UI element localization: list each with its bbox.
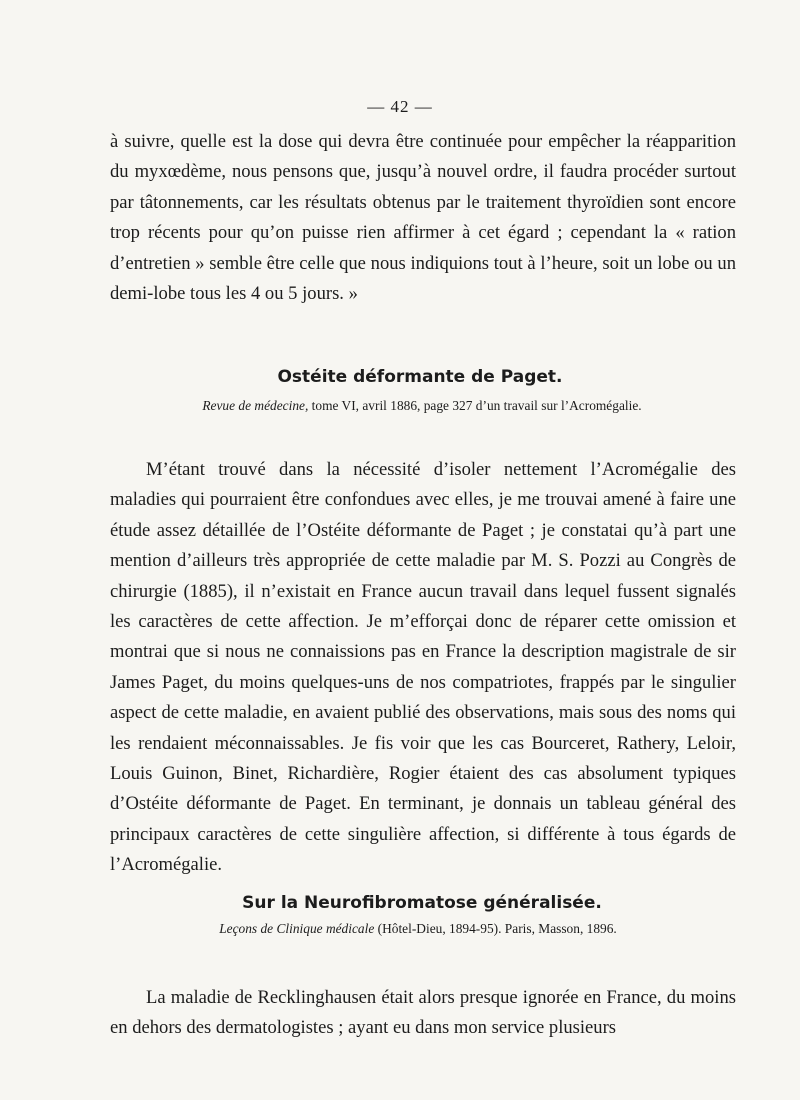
section-title-neurofibromatose: Sur la Neurofibromatose généralisée. xyxy=(242,893,602,913)
section-body-neurofibromatose: La maladie de Recklinghausen était alors presque ignorée en France, du moins en dehors des dermatologistes ; ayant eu dans mon service plusieurs xyxy=(110,987,736,1039)
reference-details: tome VI, avril 1886, page 327 d’un travail sur l’Acromégalie. xyxy=(308,398,642,413)
section-body-paget: M’étant trouvé dans la nécessité d’isoler nettement l’Acromégalie des maladies qui pourraient être confondues avec elles, je me trouvai amené à faire une étude assez détaillée de l’Ostéite déformante de Paget ; je constatai qu’à part une mention d’ailleurs très appropriée de cette maladie par M. S. Pozzi au Congrès de chirurgie (1885), il n’existait en France aucun travail dans lequel fussent signalés les caractères de cette affection. Je m’efforçai donc de réparer cette omission et montrai que si nous ne connaissions pas en France la description magistrale de sir James Paget, du moins quelques-uns de nos compatriotes, frappés par le singulier aspect de cette maladie, en avaient publié des observations, mais sous des noms qui les rendaient méconnaissables. Je fis voir que les cas Bourceret, Rathery, Leloir, Louis Guinon, Binet, Richardière, Rogier étaient des cas absolument typiques d’Ostéite déformante de Paget. En terminant, je donnais un tableau général des principaux caractères de cette singulière affection, si différente à tous égards de l’Acromégalie. xyxy=(110,459,736,876)
section-reference-paget xyxy=(22,398,800,414)
section-reference-neurofibromatose xyxy=(18,921,800,937)
reference-journal: Revue de médecine, xyxy=(202,398,309,413)
paragraph-continuation: à suivre, quelle est la dose qui devra être continuée pour empêcher la réapparition du myxœdème, nous pensons que, jusqu’à nouvel ordre, il faudra procéder surtout par tâtonnements, car les résultats obtenus par le traitement thyroïdien sont encore trop récents pour qu’on puisse rien affirmer à cet égard ; cependant la « ration d’entretien » semble être celle que nous indiquions tout à l’heure, soit un lobe ou un demi-lobe tous les 4 ou 5 jours. » xyxy=(110,131,736,305)
reference-details: (Hôtel-Dieu, 1894-95). Paris, Masson, 1896. xyxy=(374,921,617,936)
page-number: — 42 — xyxy=(367,97,433,116)
section-title-paget: Ostéite déformante de Paget. xyxy=(277,367,563,387)
reference-book: Leçons de Clinique médicale xyxy=(219,921,375,936)
